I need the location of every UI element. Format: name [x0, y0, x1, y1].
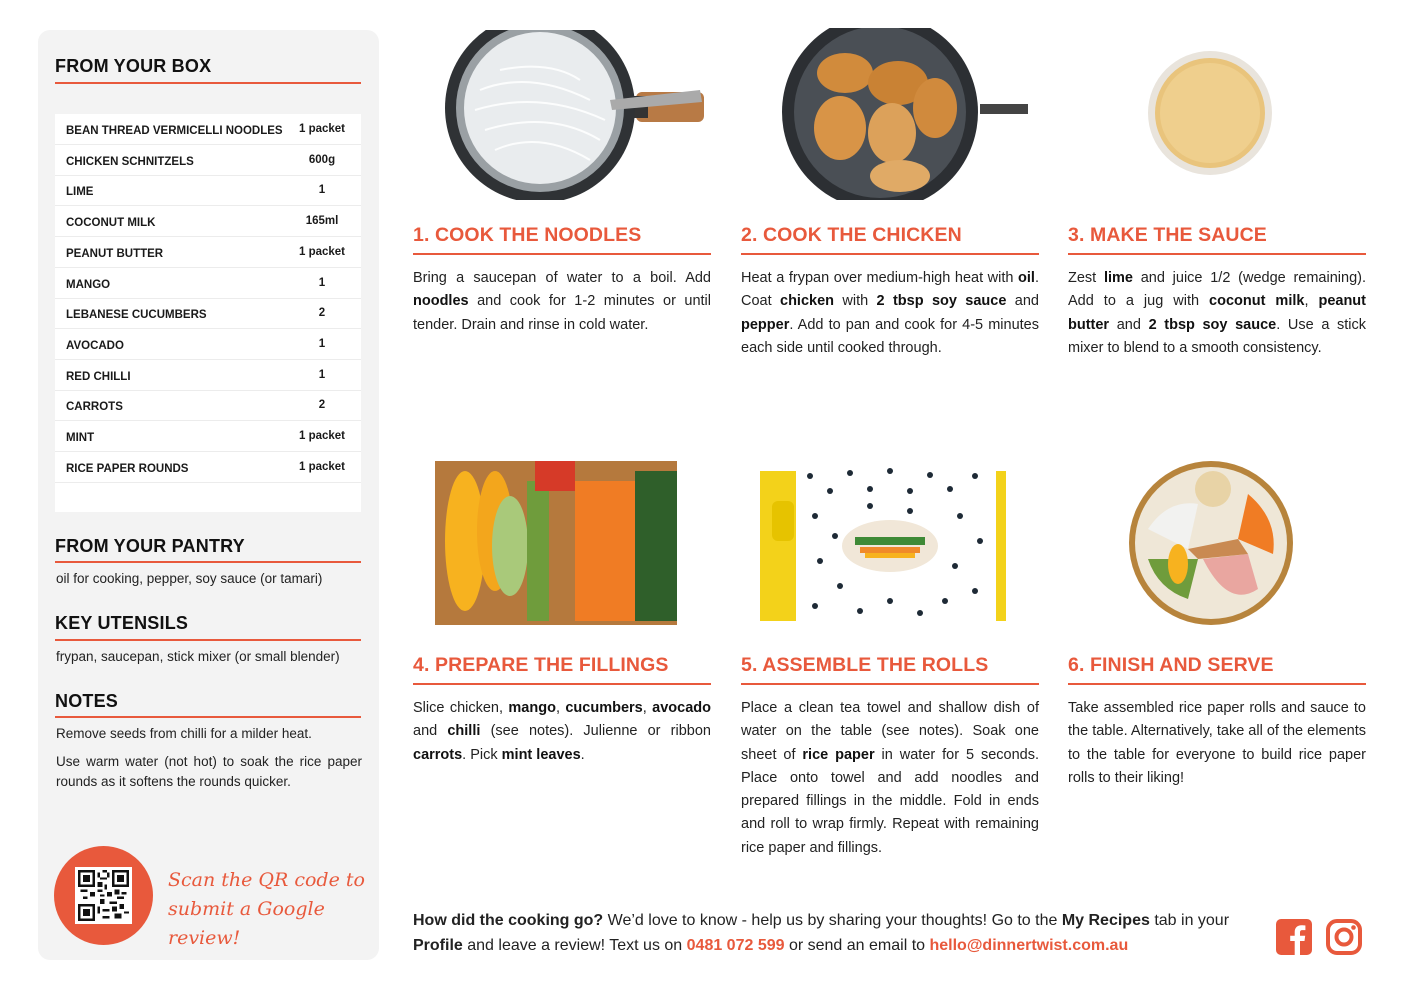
qr-caption [168, 866, 368, 953]
step-text: Zest [1068, 270, 1104, 286]
step-rule [1068, 683, 1366, 685]
ingredient-highlight: carrots [413, 746, 463, 763]
step-text: and [413, 723, 448, 740]
step-text: , [555, 700, 566, 716]
utensils-title-rule [55, 639, 361, 641]
step-text: Slice chicken, [413, 700, 509, 716]
step-rule [1068, 253, 1366, 255]
ingredient-row [55, 360, 361, 391]
ingredient-row [55, 237, 361, 268]
step-text: in water for 5 seconds. Place onto towel and add noodles and prepared fillings in the middle. Fold in ends and roll to wrap firmly. Repeat with remaining rice paper and fillings. [741, 746, 1039, 856]
ingredient-highlight: noodles [413, 293, 469, 310]
ingredient-name: CHICKEN SCHNITZELS [66, 155, 194, 168]
review-prompt [413, 908, 1263, 958]
facebook-icon[interactable] [1276, 919, 1312, 955]
ingredient-row [55, 175, 361, 206]
email-link[interactable]: hello@dinnertwist.com.au [929, 937, 1129, 954]
qr-code-icon[interactable] [75, 867, 132, 924]
step-text: . Add to pan and cook for 4-5 minutes each side until cooked through. [741, 316, 1039, 356]
step-title: 3. MAKE THE SAUCE [1068, 224, 1267, 246]
profile-link[interactable]: Profile [413, 937, 463, 954]
step-text: and cook for 1-2 minutes or until tender. Drain and rinse in cold water. [413, 293, 711, 333]
pantry-text: oil for cooking, pepper, soy sauce (or tamari) [56, 571, 323, 586]
ingredient-qty: 2 [318, 399, 326, 412]
ingredient-row [55, 114, 361, 145]
ingredient-name: RED CHILLI [66, 370, 131, 383]
ingredient-name: COCONUT MILK [66, 217, 156, 230]
ingredient-qty: 1 packet [298, 123, 346, 135]
ingredient-row [55, 421, 361, 452]
notes-title: NOTES [55, 691, 119, 711]
ingredient-highlight: 2 tbsp soy sauce [1148, 316, 1277, 333]
ingredient-row [55, 268, 361, 299]
ingredient-qty: 2 [318, 307, 326, 320]
ingredient-name: RICE PAPER ROUNDS [66, 462, 189, 475]
step-rule [413, 253, 711, 255]
ingredient-qty: 1 [318, 276, 326, 289]
ingredient-qty: 165ml [305, 215, 339, 228]
ingredient-qty: 1 packet [298, 460, 346, 473]
ingredient-name: LIME [66, 186, 94, 199]
ingredient-row [55, 390, 361, 421]
ingredient-highlight: rice paper [802, 746, 875, 763]
ingredient-highlight: mint leaves [501, 746, 581, 763]
qr-caption-line: Scan the QR code to [168, 869, 365, 891]
step-text: . [580, 746, 585, 763]
ingredients-panel [38, 30, 379, 960]
ingredient-name: AVOCADO [66, 339, 124, 352]
step-body [741, 697, 1039, 860]
instagram-icon[interactable] [1326, 919, 1362, 955]
ingredient-highlight: 2 tbsp soy sauce [876, 293, 1007, 310]
phone-link[interactable]: 0481 072 599 [686, 937, 785, 954]
fillings-photo [435, 461, 677, 630]
qr-caption-line: submit a Google review! [168, 898, 325, 949]
step-body [413, 697, 711, 767]
step-text: . Pick [462, 746, 502, 763]
box-title: FROM YOUR BOX [55, 56, 212, 76]
step-title: 6. FINISH AND SERVE [1068, 654, 1274, 676]
note-item: Remove seeds from chilli for a milder heat. [56, 726, 312, 741]
step-title: 2. COOK THE CHICKEN [741, 224, 962, 246]
step-title: 5. ASSEMBLE THE ROLLS [741, 654, 989, 676]
ingredient-highlight: pepper [741, 316, 790, 333]
ingredient-highlight: coconut milk [1209, 293, 1305, 310]
ingredient-row [55, 452, 361, 483]
ingredient-qty: 1 [318, 337, 326, 350]
step-text: . Coat [741, 270, 1039, 310]
ingredient-highlight: avocado [652, 700, 711, 716]
step-text: . Use a stick mixer to blend to a smooth consistency. [1068, 316, 1367, 356]
step-text: Heat a frypan over medium-high heat with [741, 270, 1019, 286]
ingredient-qty: 600g [308, 153, 336, 166]
ingredient-highlight: lime [1103, 270, 1133, 286]
step-body [413, 267, 711, 337]
ingredient-name: BEAN THREAD VERMICELLI NOODLES [66, 125, 283, 137]
step-body [1068, 697, 1366, 790]
box-title-rule [55, 82, 361, 84]
step-rule [741, 253, 1039, 255]
step-rule [413, 683, 711, 685]
chicken-photo [780, 28, 1030, 205]
ingredient-qty: 1 packet [298, 245, 346, 258]
ingredient-row [55, 206, 361, 237]
ingredient-name: MANGO [66, 278, 111, 291]
ingredient-highlight: chilli [447, 723, 481, 740]
step-text: (see notes). Julienne or ribbon [480, 723, 711, 740]
step-text: Bring a saucepan of water to a boil. Add [413, 270, 711, 286]
ingredient-name: PEANUT BUTTER [66, 247, 164, 260]
step-text: Place a clean tea towel and shallow dish of water on the table (see notes). Soak one sheet of [741, 700, 1039, 763]
ingredient-highlight: oil [1018, 270, 1035, 286]
ingredient-qty: 1 packet [298, 430, 346, 442]
ingredient-highlight: peanut butter [1068, 293, 1366, 333]
step-text: and juice 1/2 (wedge remaining). Add to a jug with [1068, 270, 1366, 310]
footer-text: and leave a review! Text us on [462, 937, 687, 954]
step-body [1068, 267, 1366, 360]
ingredient-highlight: mango [508, 700, 556, 716]
ingredients-table [55, 114, 361, 512]
step-body [741, 267, 1039, 360]
platter-photo [1128, 459, 1294, 632]
ingredient-row [55, 329, 361, 360]
ingredient-qty: 1 [318, 184, 326, 197]
step-title: 4. PREPARE THE FILLINGS [413, 654, 669, 676]
footer-text: or send an email to [784, 937, 930, 954]
sauce-photo [1145, 48, 1275, 183]
pantry-title-rule [55, 561, 361, 563]
utensils-text: frypan, saucepan, stick mixer (or small blender) [56, 649, 340, 664]
ingredient-name: CARROTS [66, 401, 123, 414]
noodles-photo [440, 30, 710, 205]
step-title: 1. COOK THE NOODLES [413, 224, 642, 246]
ingredient-name: LEBANESE CUCUMBERS [66, 309, 207, 322]
my-recipes-link[interactable]: My Recipes [1061, 912, 1150, 929]
ingredient-highlight: chicken [780, 293, 834, 310]
step-text: and [1109, 316, 1149, 333]
step-text: with [834, 293, 877, 310]
ingredient-name: MINT [66, 432, 95, 444]
step-text: Take assembled rice paper rolls and sauce to the table. Alternatively, take all of the elements to the table for everyone to build rice paper rolls to their liking! [1068, 700, 1366, 786]
review-question: How did the cooking go? [413, 912, 604, 929]
footer-text: We’d love to know - help us by sharing your thoughts! Go to the [603, 912, 1062, 929]
step-text: , [642, 700, 653, 716]
footer-text: tab in your [1149, 912, 1230, 929]
ingredient-highlight: cucumbers [565, 700, 643, 716]
step-text: , [1304, 293, 1319, 310]
ingredient-row [55, 298, 361, 329]
ingredient-row [55, 145, 361, 176]
ingredient-qty: 1 [318, 368, 326, 381]
step-rule [741, 683, 1039, 685]
utensils-title: KEY UTENSILS [55, 613, 189, 633]
note-item: Use warm water (not hot) to soak the rice paper rounds as it softens the rounds quicker. [56, 754, 362, 789]
pantry-title: FROM YOUR PANTRY [55, 536, 245, 556]
notes-title-rule [55, 716, 361, 718]
step-text: and [1006, 293, 1039, 310]
qr-badge[interactable] [54, 846, 153, 945]
rolls-assembly-photo [760, 461, 1006, 632]
